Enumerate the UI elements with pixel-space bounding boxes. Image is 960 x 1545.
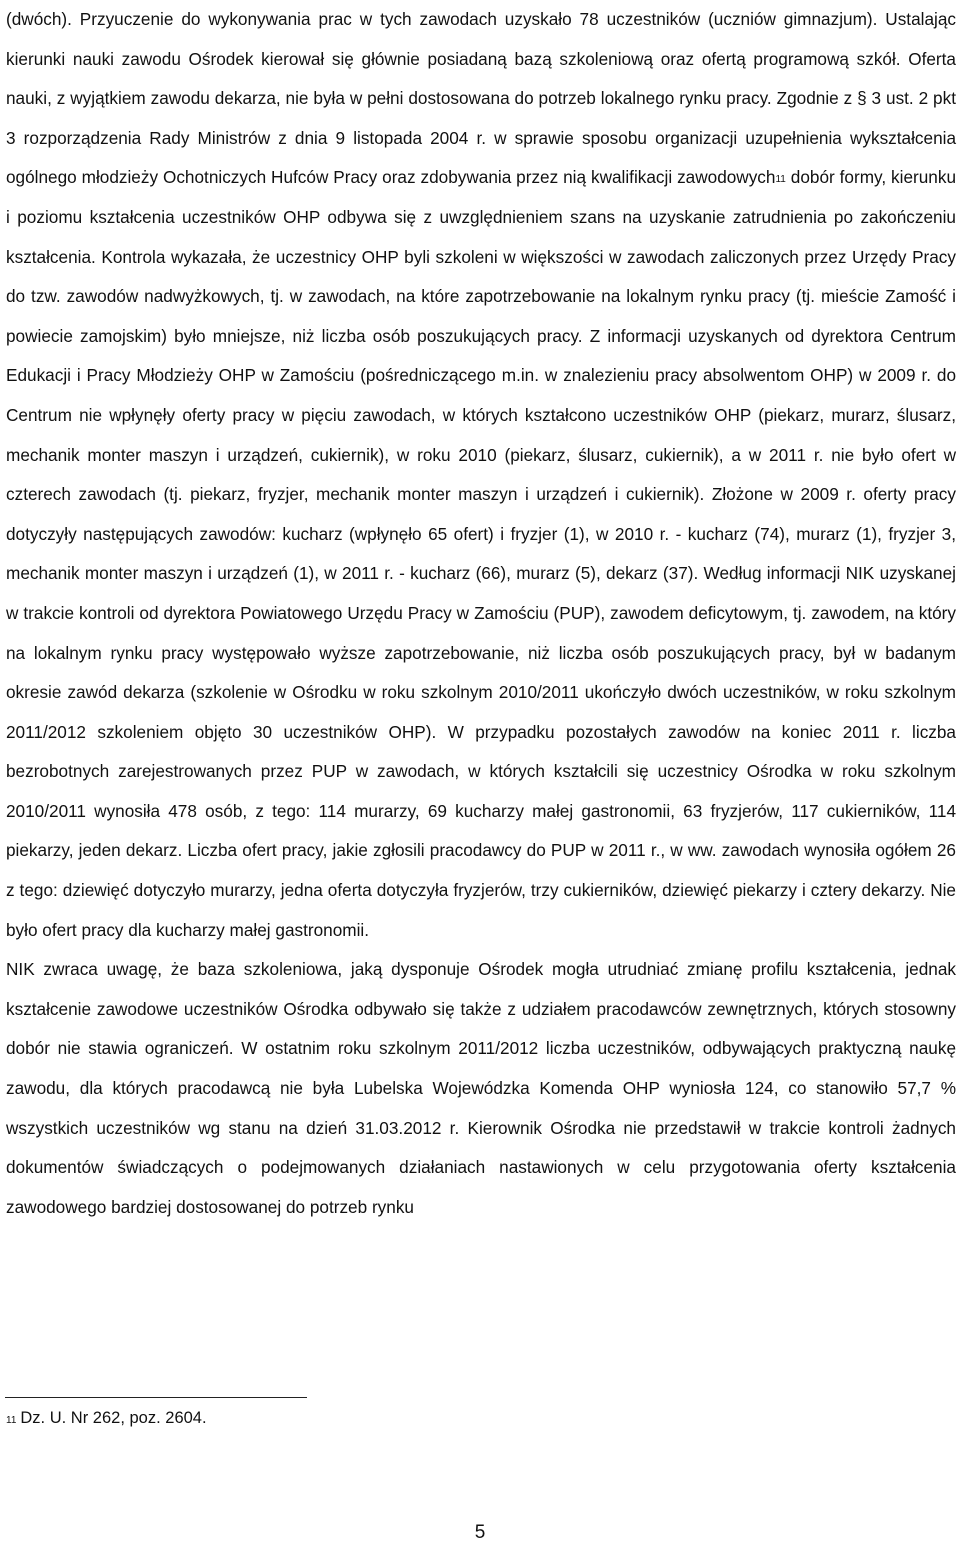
footnote-mark: 11 bbox=[6, 1415, 17, 1426]
paragraph-1 bbox=[6, 0, 956, 950]
paragraph-2: NIK zwraca uwagę, że baza szkoleniowa, jaką dysponuje Ośrodek mogła utrudniać zmianę profilu kształcenia, jednak kształcenie zawodowe uczestników Ośrodka odbywało się także z udziałem pracodawców zewnętrznych, których stosowny dobór nie stawia ograniczeń. W ostatnim roku szkolnym 2011/2012 liczba uczestników, odbywających praktyczną naukę zawodu, dla których pracodawcą nie była Lubelska Wojewódzka Komenda OHP wyniosła 124, co stanowiło 57,7 % wszystkich uczestników wg stanu na dzień 31.03.2012 r. Kierownik Ośrodka nie przedstawił w trakcie kontroli żadnych dokumentów świadczących o podejmowanych działaniach nastawionych w celu przygotowania oferty kształcenia zawodowego bardziej dostosowanej do potrzeb rynku bbox=[6, 959, 956, 1217]
paragraph-1-part-2: dobór formy, kierunku i poziomu kształcenia uczestników OHP odbywa się z uwzględnieniem szans na uzyskanie zatrudnienia po zakończeniu kształcenia. Kontrola wykazała, że uczestnicy OHP byli szkoleni w większości w zawodach zaliczonych przez Urzędy Pracy do tzw. zawodów nadwyżkowych, tj. w zawodach, na które zapotrzebowanie na lokalnym rynku pracy (tj. mieście Zamość i powiecie zamojskim) było mniejsze, niż liczba osób poszukujących pracy. Z informacji uzyskanych od dyrektora Centrum Edukacji i Pracy Młodzieży OHP w Zamościu (pośredniczącego m.in. w znalezieniu pracy absolwentom OHP) w 2009 r. do Centrum nie wpłynęły oferty pracy w pięciu zawodach, w których kształcono uczestników OHP (piekarz, murarz, ślusarz, mechanik monter maszyn i urządzeń, cukiernik), w roku 2010 (piekarz, ślusarz, cukiernik), a w 2011 r. nie było ofert w czterech zawodach (tj. piekarz, fryzjer, mechanik monter maszyn i urządzeń i cukiernik). Złożone w 2009 r. oferty pracy dotyczyły następujących zawodów: kucharz (wpłynęło 65 ofert) i fryzjer (1), w 2010 r. - kucharz (74), murarz (1), fryzjer 3, mechanik monter maszyn i urządzeń (1), w 2011 r. - kucharz (66), murarz (5), dekarz (37). Według informacji NIK uzyskanej w trakcie kontroli od dyrektora Powiatowego Urzędu Pracy w Zamościu (PUP), zawodem deficytowym, tj. zawodem, na który na lokalnym rynku pracy występowało wyższe zapotrzebowanie, niż liczba osób poszukujących pracy, był w badanym okresie zawód dekarza (szkolenie w Ośrodku w roku szkolnym 2010/2011 ukończyło dwóch uczestników, w roku szkolnym 2011/2012 szkoleniem objęto 30 uczestników OHP). W przypadku pozostałych zawodów na koniec 2011 r. liczba bezrobotnych zarejestrowanych przez PUP w zawodach, w których kształcili się uczestnicy Ośrodka w roku szkolnym 2010/2011 wynosiła 478 osób, z tego: 114 murarzy, 69 kucharzy małej gastronomii, 63 fryzjerów, 117 cukierników, 114 piekarzy, jeden dekarz. Liczba ofert pracy, jakie zgłosili pracodawcy do PUP w 2011 r., w ww. zawodach wynosiła ogółem 26 z tego: dziewięć dotyczyło murarzy, jedna oferta dotyczyła fryzjerów, trzy cukierników, dziewięć piekarzy i cztery dekarzy. Nie było ofert pracy dla kucharzy małej gastronomii. bbox=[6, 167, 956, 940]
paragraph-1-part-1: (dwóch). Przyuczenie do wykonywania prac w tych zawodach uzyskało 78 uczestników (uczniów gimnazjum). Ustalając kierunki nauki zawodu Ośrodek kierował się głównie posiadaną bazą szkoleniową oraz ofertą programową szkół. Oferta nauki, z wyjątkiem zawodu dekarza, nie była w pełni dostosowana do potrzeb lokalnego rynku pracy. Zgodnie z § 3 ust. 2 pkt 3 rozporządzenia Rady Ministrów z dnia 9 listopada 2004 r. w sprawie sposobu organizacji uzupełnienia wykształcenia ogólnego młodzieży Ochotniczych Hufców Pracy oraz zdobywania przez nią kwalifikacji zawodowych bbox=[6, 9, 956, 188]
footnote-reference: 11 bbox=[775, 174, 786, 186]
body-text bbox=[6, 0, 956, 1227]
footnote-separator bbox=[5, 1397, 307, 1398]
footnote bbox=[6, 1406, 207, 1430]
footnote-text: Dz. U. Nr 262, poz. 2604. bbox=[20, 1409, 207, 1427]
page-number: 5 bbox=[474, 1522, 486, 1543]
